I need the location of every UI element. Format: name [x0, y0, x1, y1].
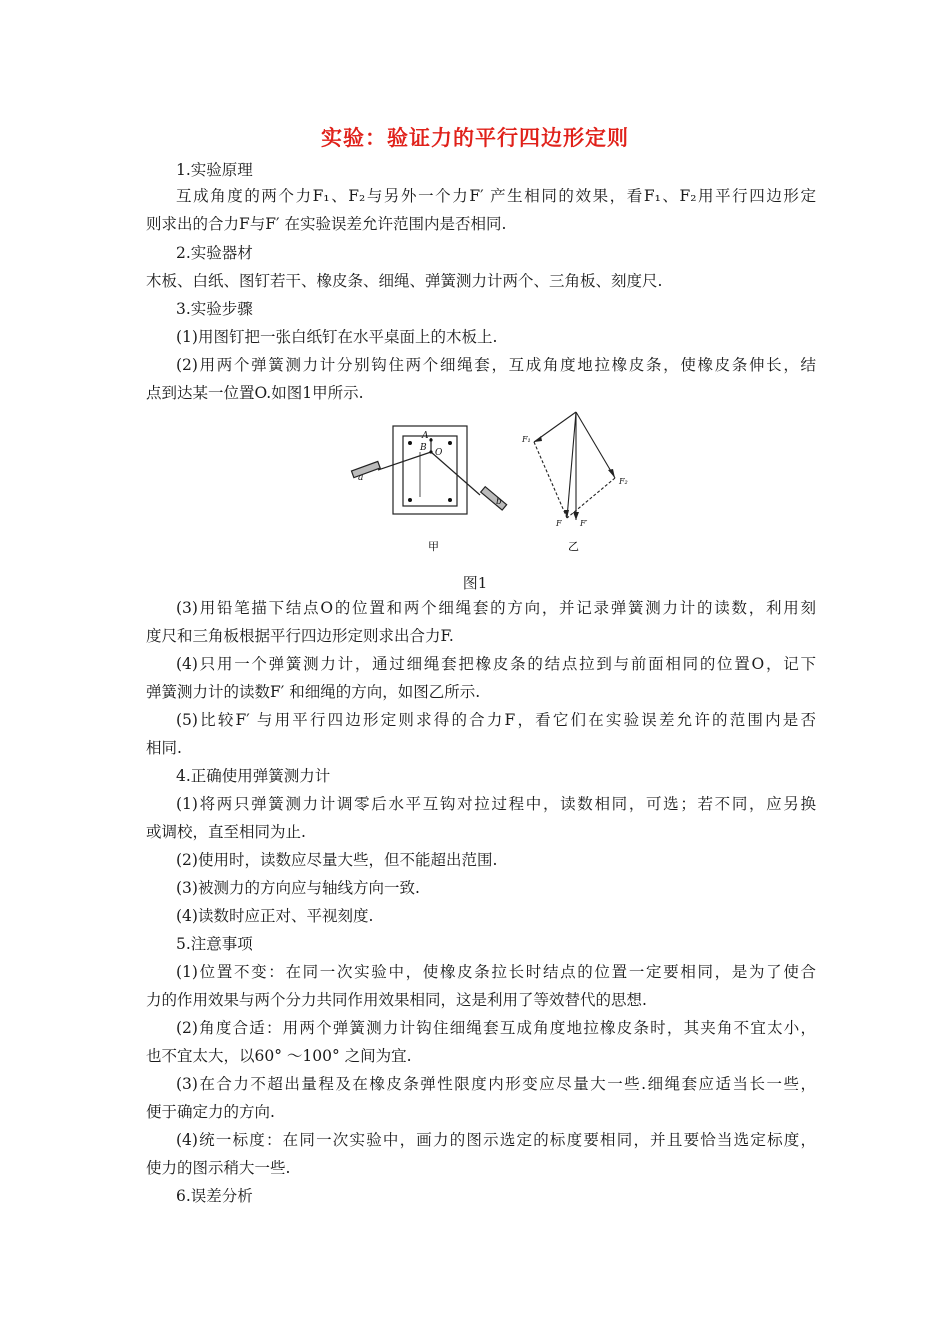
spring-scale-a — [351, 461, 380, 477]
point-O — [429, 450, 432, 453]
pins — [408, 438, 452, 502]
paragraph-line: 则求出的合力F与F′ 在实验误差允许范围内是否相同. — [146, 215, 507, 233]
paragraph-line: 木板、白纸、图钉若干、橡皮条、细绳、弹簧测力计两个、三角板、刻度尺. — [146, 272, 663, 290]
arrowhead-F1 — [534, 436, 542, 442]
paragraph-line: (1)将两只弹簧测力计调零后水平互钩对拉过程中，读数相同，可选；若不同，应另换 — [176, 795, 816, 813]
section-heading: 4.正确使用弹簧测力计 — [176, 767, 331, 785]
label-F1: F₁ — [522, 435, 531, 444]
figure-left-apparatus — [351, 426, 506, 514]
paragraph-line: 互成角度的两个力F₁、F₂与另外一个力F′ 产生相同的效果，看F₁、F₂用平行四边形定 — [176, 187, 816, 205]
page-title: 实验：验证力的平行四边形定则 — [321, 125, 629, 150]
section-heading: 6.误差分析 — [176, 1187, 253, 1205]
label-A: A — [422, 431, 429, 441]
paragraph-line: (3)在合力不超出量程及在橡皮条弹性限度内形变应尽量大一些.细绳套应适当长一些， — [176, 1075, 816, 1093]
paragraph-line: 相同. — [146, 739, 182, 757]
label-B: B — [420, 443, 427, 453]
spring-scale-b — [481, 487, 507, 510]
dashed-side-1 — [534, 442, 567, 518]
vector-F — [567, 412, 576, 518]
paragraph-line: (3)用铅笔描下结点O的位置和两个细绳套的方向，并记录弹簧测力计的读数，利用刻 — [176, 599, 816, 617]
label-O: O — [435, 448, 443, 458]
paragraph-line: (2)用两个弹簧测力计分别钩住两个细绳套，互成角度地拉橡皮条，使橡皮条伸长，结 — [176, 356, 816, 374]
pin — [408, 441, 412, 445]
figure-1 — [340, 400, 660, 560]
paragraph-line: (3)被测力的方向应与轴线方向一致. — [176, 879, 420, 897]
paragraph-line: (1)位置不变：在同一次实验中，使橡皮条拉长时结点的位置一定要相同，是为了使合 — [176, 963, 816, 981]
paragraph-line: 弹簧测力计的读数F′ 和细绳的方向，如图乙所示. — [146, 683, 481, 701]
board-inner — [403, 436, 457, 506]
arrowhead-F2 — [608, 469, 615, 478]
section-heading: 3.实验步骤 — [176, 300, 253, 318]
section-heading: 5.注意事项 — [176, 935, 253, 953]
paragraph-line: 力的作用效果与两个分力共同作用效果相同，这是利用了等效替代的思想. — [146, 991, 647, 1009]
paragraph-line: 使力的图示稍大一些. — [146, 1159, 291, 1177]
pin — [448, 441, 452, 445]
pin — [408, 498, 412, 502]
figure-caption: 图1 — [462, 574, 488, 592]
paragraph-line: 便于确定力的方向. — [146, 1103, 275, 1121]
paragraph-line: 度尺和三角板根据平行四边形定则求出合力F. — [146, 627, 454, 645]
figure-left-label: 甲 — [428, 540, 439, 553]
paragraph-line: (4)读数时应正对、平视刻度. — [176, 907, 374, 925]
string-b — [431, 452, 480, 495]
figure-right-diagram — [534, 412, 615, 520]
label-F: F — [556, 519, 562, 528]
paragraph-line: 也不宜太大，以60° ～100° 之间为宜. — [146, 1047, 412, 1065]
arrowhead-F-prime — [573, 512, 579, 520]
figure-right-label: 乙 — [568, 540, 579, 553]
label-F2: F₂ — [619, 477, 628, 486]
string-a — [378, 452, 431, 470]
paragraph-line: (2)使用时，读数应尽量大些，但不能超出范围. — [176, 851, 498, 869]
point-A — [429, 438, 432, 441]
paragraph-line: 或调校，直至相同为止. — [146, 823, 306, 841]
paragraph-line: 点到达某一位置O.如图1甲所示. — [146, 384, 364, 402]
paragraph-line: (5)比较F′ 与用平行四边形定则求得的合力F，看它们在实验误差允许的范围内是否 — [176, 711, 816, 729]
paragraph-line: (1)用图钉把一张白纸钉在水平桌面上的木板上. — [176, 328, 498, 346]
section-heading: 1.实验原理 — [176, 161, 253, 179]
pin — [448, 498, 452, 502]
label-F-prime: F′ — [580, 519, 588, 528]
vector-F2 — [576, 412, 615, 478]
label-a: a — [358, 473, 364, 483]
label-b: b — [496, 497, 502, 507]
paragraph-line: (4)只用一个弹簧测力计，通过细绳套把橡皮条的结点拉到与前面相同的位置O，记下 — [176, 655, 816, 673]
paragraph-line: (2)角度合适：用两个弹簧测力计钩住细绳套互成角度地拉橡皮条时，其夹角不宜太小， — [176, 1019, 816, 1037]
section-heading: 2.实验器材 — [176, 244, 253, 262]
paragraph-line: (4)统一标度：在同一次实验中，画力的图示选定的标度要相同，并且要恰当选定标度， — [176, 1131, 816, 1149]
